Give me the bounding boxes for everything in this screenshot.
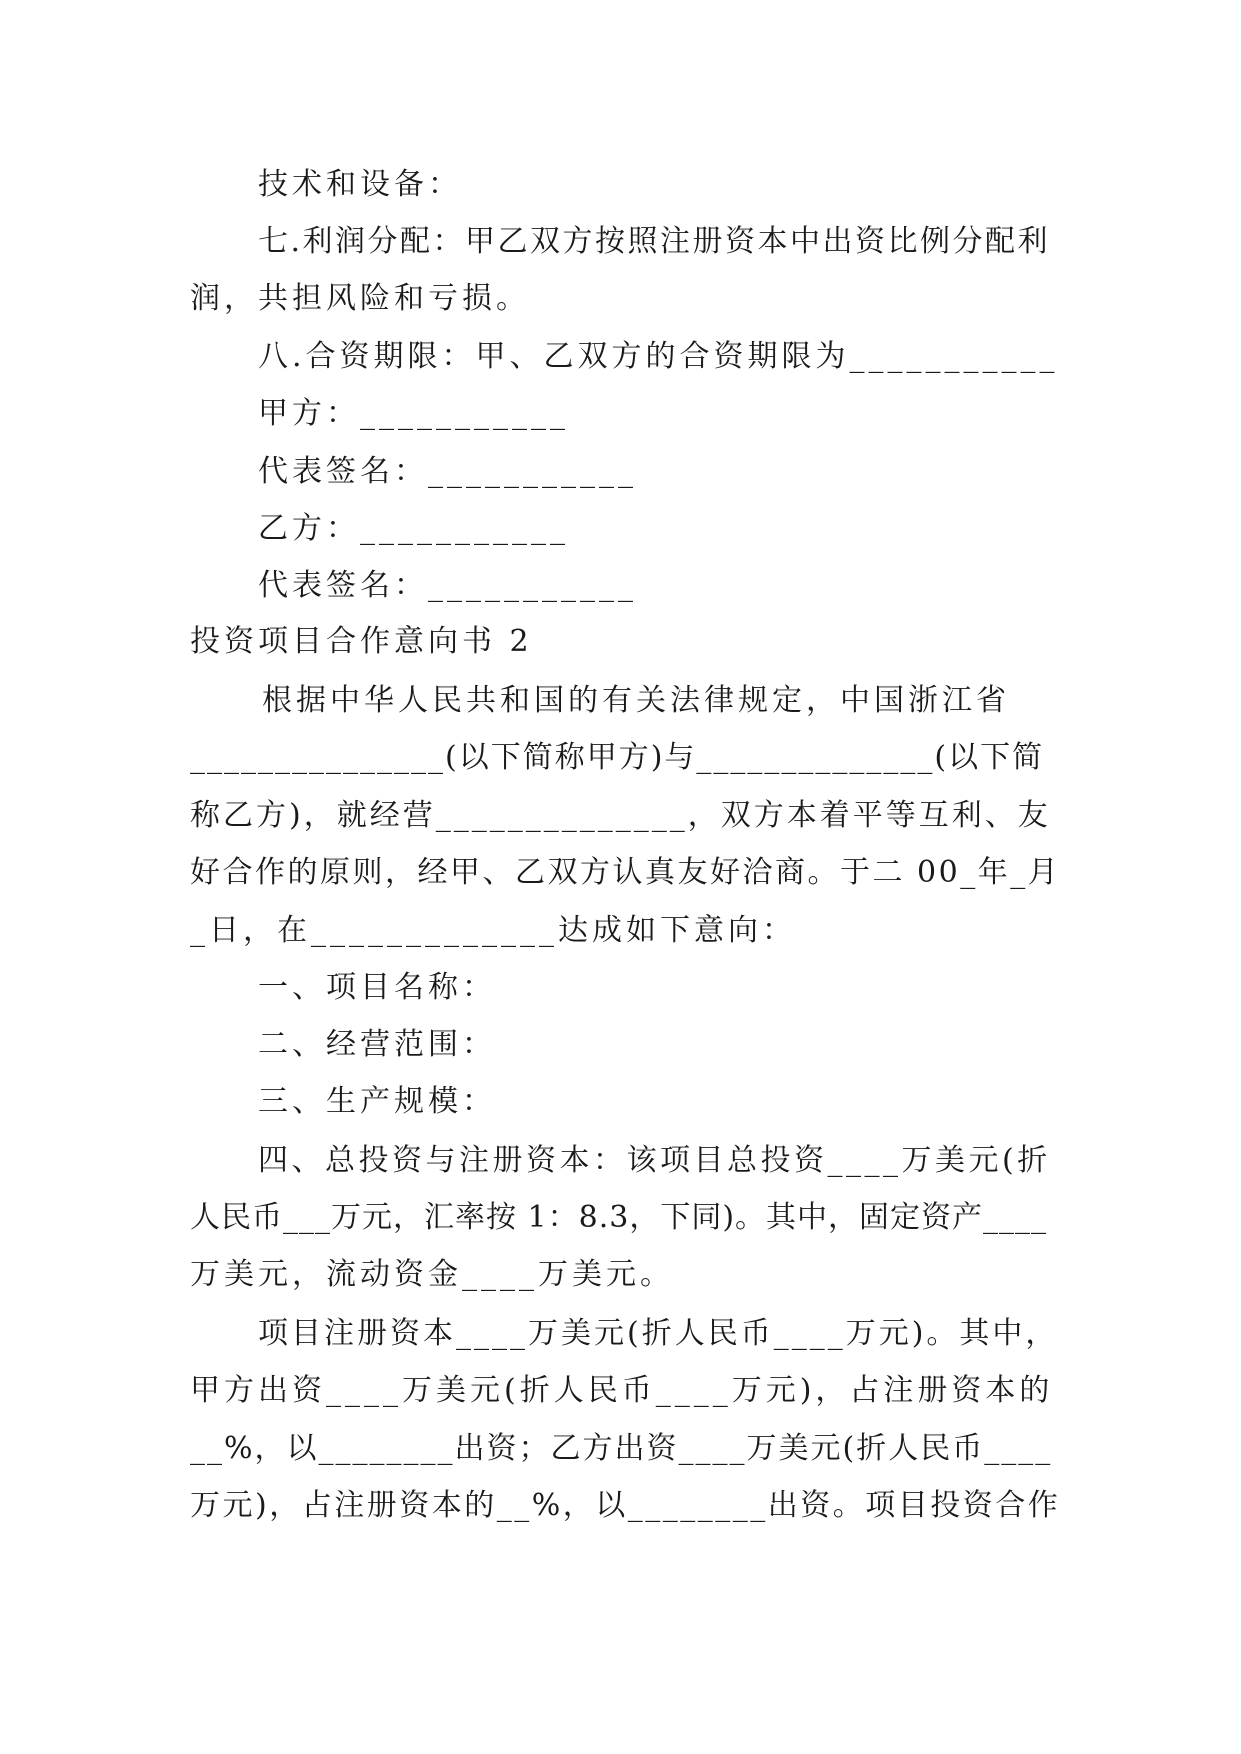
signature-line-rep-b: 代表签名：___________ xyxy=(258,568,637,603)
text-line: 润，共担风险和亏损。 xyxy=(190,281,530,316)
text-line: 四、总投资与注册资本：该项目总投资____万美元(折 xyxy=(258,1143,1051,1178)
text-line: 万元)，占注册资本的__%，以________出资。项目投资合作 xyxy=(190,1488,1061,1523)
text-line: 甲方出资____万美元(折人民币____万元)，占注册资本的 xyxy=(190,1373,1054,1408)
text-line: 万美元，流动资金____万美元。 xyxy=(190,1257,674,1292)
text-line: 三、生产规模： xyxy=(258,1084,496,1119)
text-line: _______________(以下简称甲方)与______________(以下简 xyxy=(190,740,1045,775)
section-title: 投资项目合作意向书 2 xyxy=(190,624,533,659)
text-line: 根据中华人民共和国的有关法律规定，中国浙江省 xyxy=(262,683,1010,718)
text-line: 称乙方)，就经营______________，双方本着平等互利、友 xyxy=(190,798,1051,833)
text-line: 技术和设备： xyxy=(258,167,462,202)
text-line: 二、经营范围： xyxy=(258,1027,496,1062)
text-line: __%，以________出资；乙方出资____万美元(折人民币____ xyxy=(190,1431,1053,1466)
text-line: 八.合资期限：甲、乙双方的合资期限为___________ xyxy=(258,339,1059,374)
text-line: 七.利润分配：甲乙双方按照注册资本中出资比例分配利 xyxy=(258,224,1051,259)
signature-line-party-b: 乙方：___________ xyxy=(258,511,569,546)
text-line: 人民币___万元，汇率按 1：8.3，下同)。其中，固定资产____ xyxy=(190,1200,1048,1235)
text-line: 一、项目名称： xyxy=(258,970,496,1005)
text-line: _日，在_____________达成如下意向： xyxy=(190,913,796,948)
text-line: 好合作的原则，经甲、乙双方认真友好洽商。于二 00_年_月 xyxy=(190,855,1061,890)
signature-line-rep-a: 代表签名：___________ xyxy=(258,454,637,489)
signature-line-party-a: 甲方：___________ xyxy=(258,396,569,431)
text-line: 项目注册资本____万美元(折人民币____万元)。其中， xyxy=(258,1316,1059,1351)
